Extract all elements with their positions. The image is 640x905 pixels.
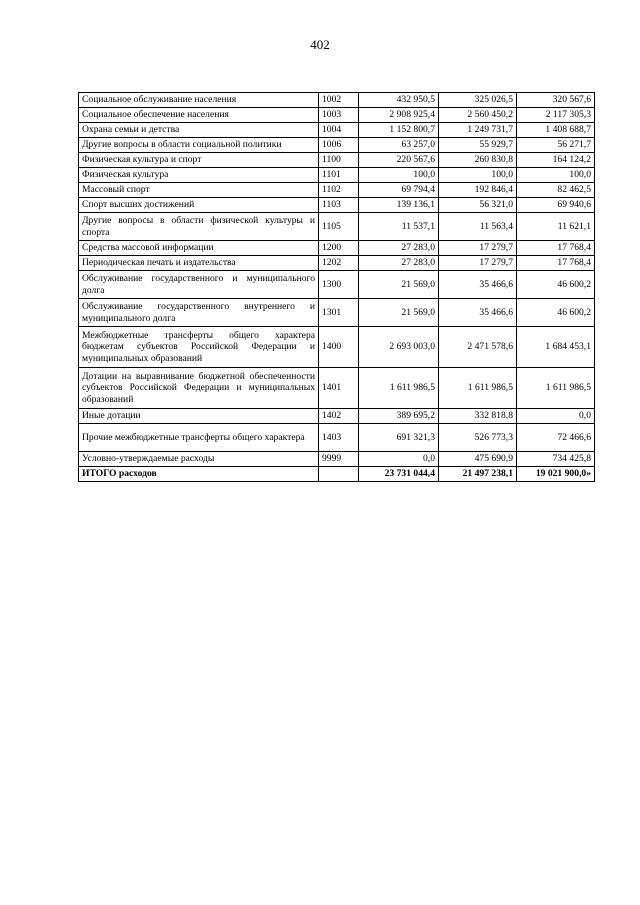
amount-year1-cell: 2 908 925,4 [359,108,439,123]
amount-year3-cell: 1 611 986,5 [517,368,595,409]
amount-year2-cell: 325 026,5 [439,93,517,108]
total-row [79,467,595,482]
expense-name-cell: Социальное обслуживание населения [79,93,319,108]
amount-year1-cell: 432 950,5 [359,93,439,108]
expense-name-cell: ИТОГО расходов [79,467,319,482]
amount-year3-cell: 734 425,8 [517,452,595,467]
amount-year3-cell: 0,0 [517,409,595,424]
section-code-cell: 1002 [319,93,359,108]
table-row [79,108,595,123]
expense-name-cell: Другие вопросы в области физической культуры и спорта [79,213,319,241]
amount-year1-cell: 1 152 800,7 [359,123,439,138]
amount-year3-cell: 69 940,6 [517,198,595,213]
section-code-cell: 1301 [319,299,359,327]
expense-name-cell: Средства массовой информации [79,241,319,256]
table-row [79,138,595,153]
amount-year3-cell: 2 117 305,3 [517,108,595,123]
amount-year2-cell: 192 846,4 [439,183,517,198]
expense-name-cell: Обслуживание государственного внутреннего и муниципального долга [79,299,319,327]
amount-year1-cell: 21 569,0 [359,271,439,299]
section-code-cell: 1400 [319,327,359,368]
table-row [79,368,595,409]
section-code-cell: 1103 [319,198,359,213]
table-row [79,452,595,467]
amount-year3-cell: 19 021 900,0» [517,467,595,482]
amount-year2-cell: 332 818,8 [439,409,517,424]
amount-year1-cell: 11 537,1 [359,213,439,241]
table-row [79,198,595,213]
amount-year1-cell: 220 567,6 [359,153,439,168]
table-row [79,327,595,368]
table-row [79,424,595,452]
amount-year1-cell: 27 283,0 [359,241,439,256]
amount-year3-cell: 46 600,2 [517,299,595,327]
amount-year3-cell: 100,0 [517,168,595,183]
section-code-cell: 1403 [319,424,359,452]
amount-year2-cell: 56 321,0 [439,198,517,213]
section-code-cell: 1004 [319,123,359,138]
expense-name-cell: Физическая культура [79,168,319,183]
section-code-cell: 1100 [319,153,359,168]
section-code-cell: 9999 [319,452,359,467]
amount-year3-cell: 11 621,1 [517,213,595,241]
expense-name-cell: Другие вопросы в области социальной политики [79,138,319,153]
expenditure-table [78,92,595,482]
amount-year2-cell: 17 279,7 [439,241,517,256]
amount-year3-cell: 17 768,4 [517,241,595,256]
expense-name-cell: Условно-утверждаемые расходы [79,452,319,467]
amount-year1-cell: 2 693 003,0 [359,327,439,368]
amount-year2-cell: 1 249 731,7 [439,123,517,138]
expense-name-cell: Дотации на выравнивание бюджетной обеспеченности субъектов Российской Федерации и муниципальных образований [79,368,319,409]
amount-year1-cell: 389 695,2 [359,409,439,424]
amount-year2-cell: 1 611 986,5 [439,368,517,409]
amount-year2-cell: 35 466,6 [439,271,517,299]
table-row [79,213,595,241]
expense-name-cell: Прочие межбюджетные трансферты общего характера [79,424,319,452]
amount-year1-cell: 0,0 [359,452,439,467]
table-row [79,168,595,183]
section-code-cell: 1200 [319,241,359,256]
section-code-cell [319,467,359,482]
amount-year2-cell: 11 563,4 [439,213,517,241]
amount-year2-cell: 2 560 450,2 [439,108,517,123]
amount-year2-cell: 526 773,3 [439,424,517,452]
expense-name-cell: Массовый спорт [79,183,319,198]
expense-name-cell: Социальное обеспечение населения [79,108,319,123]
table-row [79,183,595,198]
amount-year1-cell: 100,0 [359,168,439,183]
amount-year2-cell: 35 466,6 [439,299,517,327]
section-code-cell: 1003 [319,108,359,123]
amount-year2-cell: 2 471 578,6 [439,327,517,368]
amount-year3-cell: 46 600,2 [517,271,595,299]
amount-year2-cell: 55 929,7 [439,138,517,153]
expense-name-cell: Межбюджетные трансферты общего характера бюджетам субъектов Российской Федерации и муниципальных образований [79,327,319,368]
amount-year1-cell: 23 731 044,4 [359,467,439,482]
table-row [79,153,595,168]
section-code-cell: 1402 [319,409,359,424]
table-row [79,93,595,108]
section-code-cell: 1102 [319,183,359,198]
expense-name-cell: Спорт высших достижений [79,198,319,213]
amount-year1-cell: 21 569,0 [359,299,439,327]
amount-year1-cell: 691 321,3 [359,424,439,452]
amount-year3-cell: 1 408 688,7 [517,123,595,138]
amount-year3-cell: 164 124,2 [517,153,595,168]
amount-year1-cell: 63 257,0 [359,138,439,153]
amount-year3-cell: 1 684 453,1 [517,327,595,368]
amount-year3-cell: 82 462,5 [517,183,595,198]
amount-year2-cell: 475 690,9 [439,452,517,467]
table-row [79,409,595,424]
amount-year2-cell: 100,0 [439,168,517,183]
amount-year2-cell: 21 497 238,1 [439,467,517,482]
amount-year3-cell: 56 271,7 [517,138,595,153]
table-row [79,271,595,299]
table-row [79,123,595,138]
expense-name-cell: Охрана семьи и детства [79,123,319,138]
section-code-cell: 1006 [319,138,359,153]
amount-year3-cell: 72 466,6 [517,424,595,452]
amount-year3-cell: 17 768,4 [517,256,595,271]
section-code-cell: 1300 [319,271,359,299]
amount-year1-cell: 139 136,1 [359,198,439,213]
section-code-cell: 1101 [319,168,359,183]
table-row [79,241,595,256]
page-number: 402 [310,37,330,52]
amount-year2-cell: 260 830,8 [439,153,517,168]
expense-name-cell: Иные дотации [79,409,319,424]
amount-year2-cell: 17 279,7 [439,256,517,271]
section-code-cell: 1105 [319,213,359,241]
expense-name-cell: Обслуживание государственного и муниципального долга [79,271,319,299]
section-code-cell: 1202 [319,256,359,271]
table-row [79,299,595,327]
expense-name-cell: Физическая культура и спорт [79,153,319,168]
amount-year1-cell: 27 283,0 [359,256,439,271]
expense-name-cell: Периодическая печать и издательства [79,256,319,271]
amount-year1-cell: 69 794,4 [359,183,439,198]
expenditure-table-body [79,93,595,482]
table-row [79,256,595,271]
amount-year3-cell: 320 567,6 [517,93,595,108]
section-code-cell: 1401 [319,368,359,409]
amount-year1-cell: 1 611 986,5 [359,368,439,409]
